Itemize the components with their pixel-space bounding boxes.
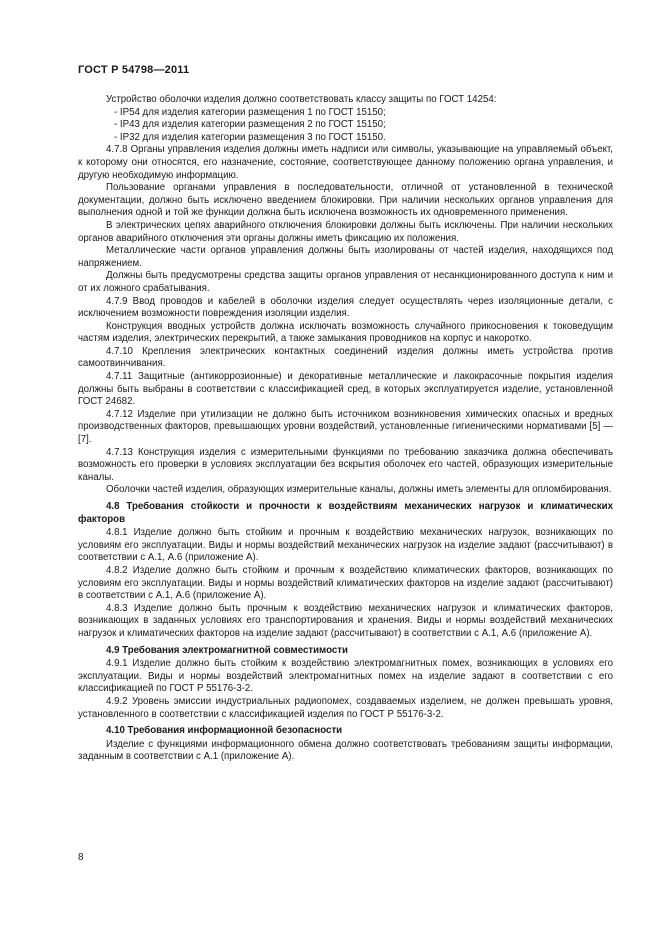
paragraph: Изделие с функциями информационного обмена должно соответствовать требованиям защиты информации, заданным в соответствии с А.1 (приложение А).: [78, 738, 613, 763]
paragraph: В электрических цепях аварийного отключения блокировки должны быть исключены. При наличии нескольких органов аварийного отключения эти органы должны иметь фиксацию их положения.: [78, 219, 613, 244]
page-number: 8: [78, 852, 84, 863]
paragraph: 4.7.13 Конструкция изделия с измерительными функциями по требованию заказчика должна обеспечивать возможность его проверки в условиях эксплуатации без вскрытия оболочек его частей, образующих измерительные каналы.: [78, 446, 613, 483]
paragraph: Конструкция вводных устройств должна исключать возможность случайного прикосновения к токоведущим частям изделия, электрических перекрытий, а также замыкания проводников на корпус и накоротко.: [78, 320, 613, 345]
section-heading: 4.8 Требования стойкости и прочности к воздействиям механических нагрузок и климатических факторов: [78, 501, 613, 525]
paragraph: 4.7.11 Защитные (антикоррозионные) и декоративные металлические и лакокрасочные покрытия изделия должны быть выбраны в соответствии с классификацией сред, в которых эксплуатируется изделие, установленной ГОСТ 24682.: [78, 371, 613, 408]
paragraph: 4.7.9 Ввод проводов и кабелей в оболочки изделия следует осуществлять через изоляционные детали, с исключением возможности повреждения изоляции изделия.: [78, 295, 613, 320]
list-item: - IP43 для изделия категории размещения 2 по ГОСТ 15150;: [114, 119, 386, 131]
paragraph: Должны быть предусмотрены средства защиты органов управления от несанкционированного доступа к ним и от их ложного срабатывания.: [78, 270, 613, 294]
document-body: [78, 94, 613, 764]
section-heading: 4.10 Требования информационной безопасности: [106, 725, 343, 737]
paragraph: Пользование органами управления в последовательности, отличной от установленной в технической документации, должно быть исключено введением блокировки. При наличии нескольких органов управления для выполнения одной и той же функции должна быть исключена возможность их одновременного применения.: [78, 182, 613, 219]
list-item: - IP54 для изделия категории размещения 1 по ГОСТ 15150;: [114, 106, 386, 118]
paragraph: 4.7.12 Изделие при утилизации не должно быть источником возникновения химических опасных и вредных производственных факторов, превышающих уровни воздействий, установленные гигиеническими нормативами [5] — [7].: [78, 408, 613, 446]
paragraph: 4.9.1 Изделие должно быть стойким к воздействию электромагнитных помех, возникающих в условиях его эксплуатации. Виды и нормы воздействий электромагнитных помех на изделие задают в соответствии с его классификацией по ГОСТ Р 55176-3-2.: [78, 658, 613, 695]
paragraph: 4.8.1 Изделие должно быть стойким и прочным к воздействию механических нагрузок, возникающих по условиям его эксплуатации. Виды и нормы воздействий механических нагрузок на изделие задают (рассчитывают) в соответствии с А.1, А.6 (приложение А).: [78, 527, 613, 564]
paragraph: 4.7.10 Крепления электрических контактных соединений изделия должны иметь устройства против самоотвинчивания.: [78, 345, 613, 370]
paragraph: Оболочки частей изделия, образующих измерительные каналы, должны иметь элементы для опломбирования.: [106, 484, 612, 496]
section-heading: 4.9 Требования электромагнитной совместимости: [106, 644, 348, 656]
paragraph: Устройство оболочки изделия должно соответствовать классу защиты по ГОСТ 14254:: [106, 94, 497, 105]
paragraph: Металлические части органов управления должны быть изолированы от частей изделия, находящихся под напряжением.: [78, 245, 613, 269]
paragraph: 4.9.2 Уровень эмиссии индустриальных радиопомех, создаваемых изделием, не должен превышать уровня, установленного в соответствии с классификацией изделия по ГОСТ Р 55176-3-2.: [78, 695, 613, 720]
paragraph: 4.7.8 Органы управления изделия должны иметь надписи или символы, указывающие на управляемый объект, к которому они относятся, его назначение, состояние, соответствующее данному положению органа управления, и другую необходимую информацию.: [78, 144, 613, 181]
paragraph: 4.8.2 Изделие должно быть стойким и прочным к воздействию климатических факторов, возникающих по условиям его эксплуатации. Виды и нормы воздействий климатических факторов на изделие задают (рассчитывают) в соответствии с А.1, А.6 (приложение А).: [78, 564, 613, 602]
paragraph: 4.8.3 Изделие должно быть прочным к воздействию механических нагрузок и климатических факторов, возникающих в заданных условиях его транспортирования и хранения. Виды и нормы воздействий механических нагрузок и климатических факторов на изделие задают (рассчитывают) в соответствии с А.1, А.6 (приложение А).: [78, 602, 613, 639]
document-header: ГОСТ Р 54798—2011: [78, 64, 190, 76]
list-item: - IP32 для изделия категории размещения 3 по ГОСТ 15150.: [114, 131, 386, 143]
